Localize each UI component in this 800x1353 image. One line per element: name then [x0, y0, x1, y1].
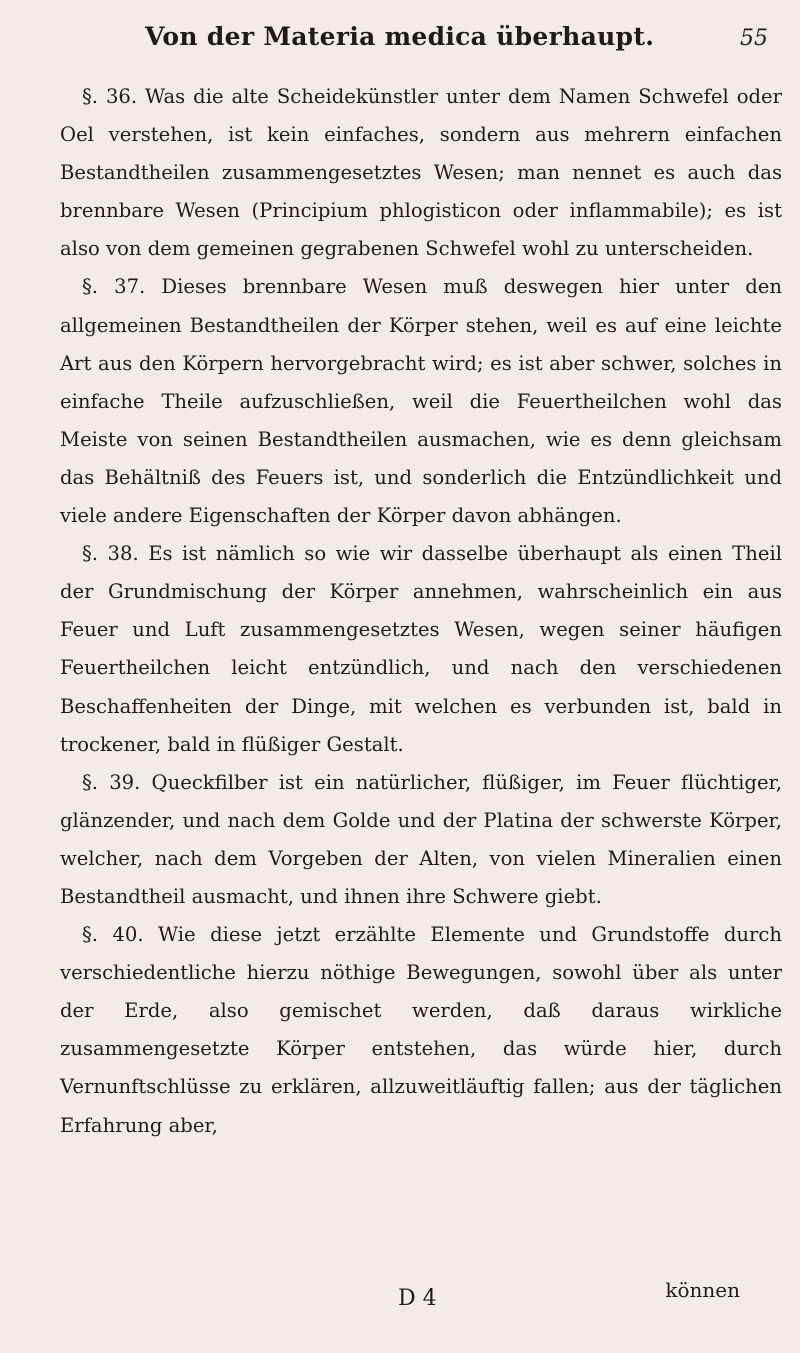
paragraph-36: §. 36. Was die alte Scheidekünstler unter dem Namen Schwefel oder Oel verstehen, ist kein einfaches, sondern aus mehrern einfachen Bestandtheilen zusammengesetztes Wesen; man nennet es auch das brennbare Wesen (Principium phlogisticon oder inflammabile); es ist also von dem gemeinen gegrabenen Schwefel wohl zu unterscheiden.	[60, 85, 782, 261]
running-title: Von der Materia medica überhaupt.	[145, 22, 655, 51]
paragraph-37: §. 37. Dieses brennbare Wesen muß deswegen hier unter den allgemeinen Bestandtheilen der Körper stehen, weil es auf eine leichte Art aus den Körpern hervorgebracht wird; es ist aber schwer, solches in einfache Theile aufzuschließen, weil die Feuertheilchen wohl das Meiste von seinen Bestandtheilen ausmachen, wie es denn gleichsam das Behältniß des Feuers ist, und sonderlich die Entzündlichkeit und viele andere Eigenschaften der Körper davon abhängen.	[60, 275, 782, 528]
page-footer	[0, 1278, 800, 1326]
catchword: können	[665, 1278, 740, 1302]
page-number: 55	[740, 26, 768, 51]
running-head	[0, 22, 800, 62]
paragraph-40: §. 40. Wie diese jetzt erzählte Elemente und Grundstoffe durch verschiedentliche hierzu nöthige Bewegungen, sowohl über als unter der Erde, also gemischet werden, daß daraus wirkliche zusammengesetzte Körper entstehen, das würde hier, durch Vernunftschlüsse zu erklären, allzuweitläuftig fallen; aus der täglichen Erfahrung aber,	[60, 923, 782, 1137]
signature-mark: D 4	[398, 1286, 437, 1311]
paragraph-39: §. 39. Queckfilber ist ein natürlicher, flüßiger, im Feuer flüchtiger, glänzender, und nach dem Golde und der Platina der schwerste Körper, welcher, nach dem Vorgeben der Alten, von vielen Mineralien einen Bestandtheil ausmacht, und ihnen ihre Schwere giebt.	[60, 770, 782, 908]
body-text	[60, 78, 782, 1145]
paragraph-38: §. 38. Es ist nämlich so wie wir dasselbe überhaupt als einen Theil der Grundmischung der Körper annehmen, wahrscheinlich ein aus Feuer und Luft zusammengesetztes Wesen, wegen seiner häufigen Feuertheilchen leicht entzündlich, und nach den verschiedenen Beschaffenheiten der Dinge, mit welchen es verbunden ist, bald in trockener, bald in flüßiger Gestalt.	[60, 542, 782, 756]
